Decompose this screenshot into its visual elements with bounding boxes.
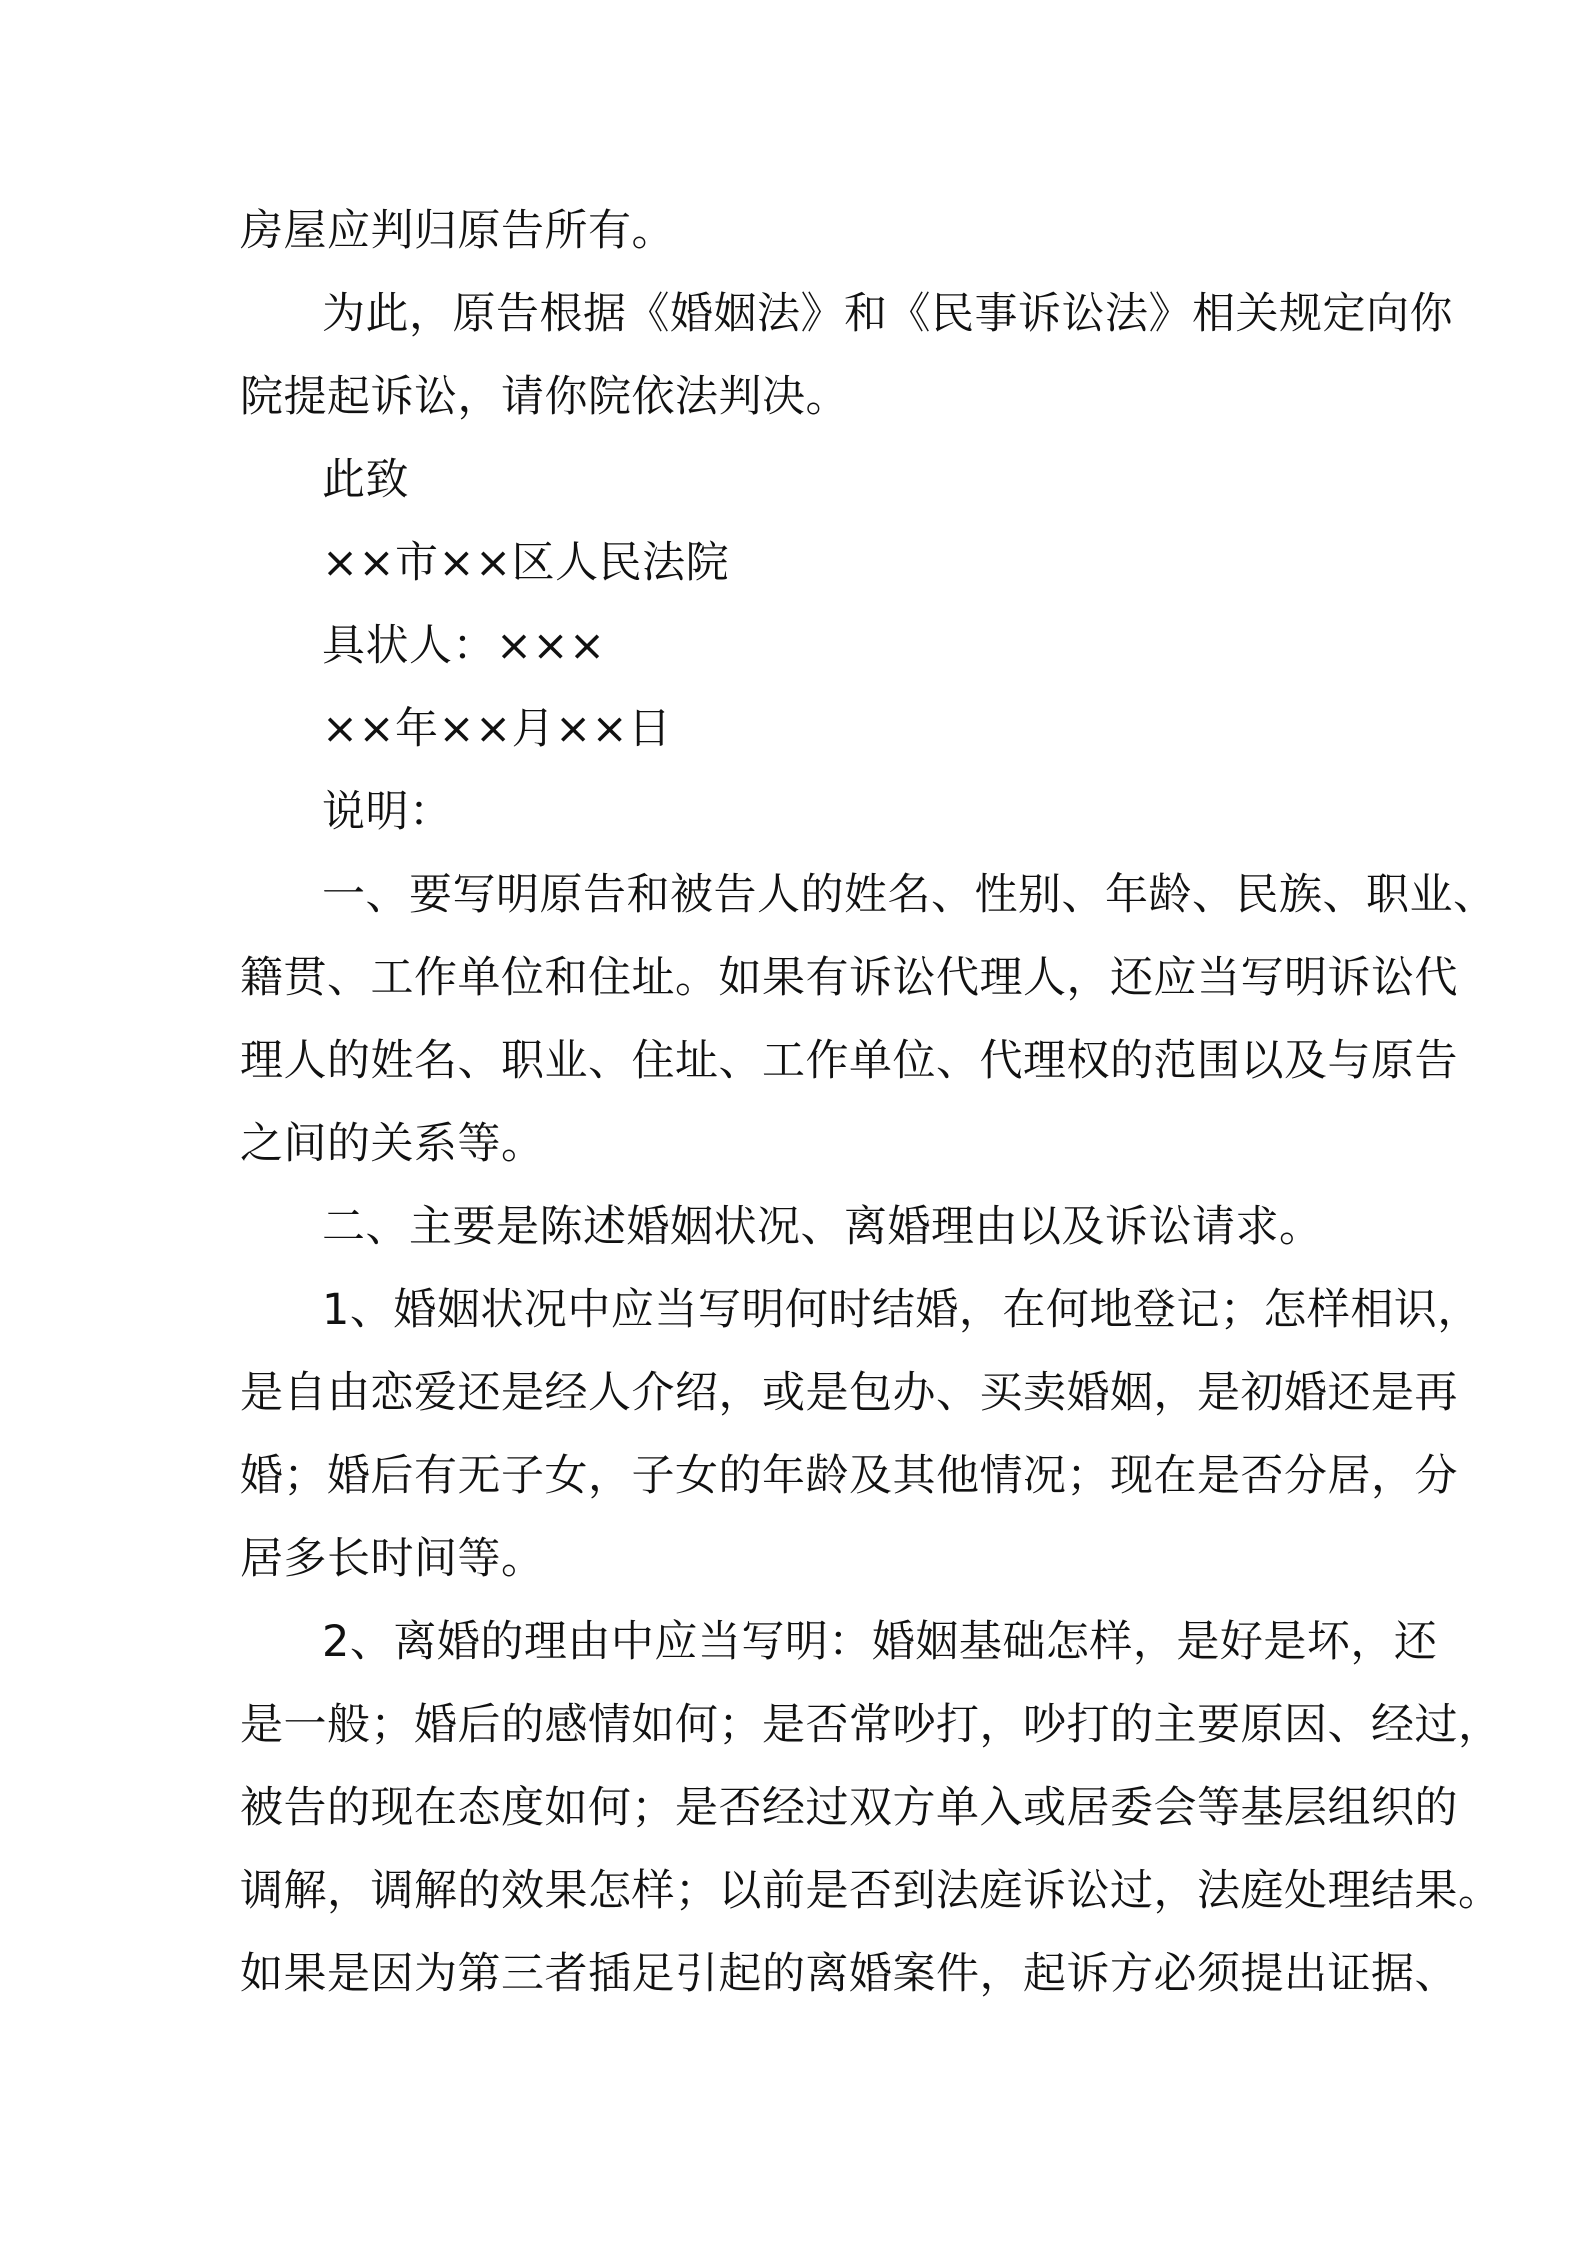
text-line: 1、婚姻状况中应当写明何时结婚，在何地登记；怎样相识， [322, 1285, 1481, 1335]
text-line: 为此，原告根据《婚姻法》和《民事诉讼法》相关规定向你 [322, 289, 1453, 339]
text-line: 之间的关系等。 [240, 1119, 545, 1169]
text-line: 理人的姓名、职业、住址、工作单位、代理权的范围以及与原告 [240, 1036, 1458, 1086]
text-line: 是自由恋爱还是经人介绍，或是包办、买卖婚姻，是初婚还是再 [240, 1368, 1458, 1418]
text-line: 调解，调解的效果怎样；以前是否到法庭诉讼过，法庭处理结果。 [240, 1866, 1502, 1916]
text-line: 婚；婚后有无子女，子女的年龄及其他情况；现在是否分居，分 [240, 1451, 1458, 1501]
notes-heading: 说明： [322, 787, 453, 837]
text-line: 二、主要是陈述婚姻状况、离婚理由以及诉讼请求。 [322, 1202, 1323, 1252]
text-line: 籍贯、工作单位和住址。如果有诉讼代理人，还应当写明诉讼代 [240, 953, 1458, 1003]
text-line: 居多长时间等。 [240, 1534, 545, 1584]
text-line: 一、要写明原告和被告人的姓名、性别、年龄、民族、职业、 [322, 870, 1497, 920]
text-line: 2、离婚的理由中应当写明：婚姻基础怎样，是好是坏，还 [322, 1617, 1438, 1667]
text-line: 是一般；婚后的感情如何；是否常吵打，吵打的主要原因、经过， [240, 1700, 1502, 1750]
court-name: ××市××区人民法院 [322, 538, 730, 588]
text-line: 被告的现在态度如何；是否经过双方单入或居委会等基层组织的 [240, 1783, 1458, 1833]
document-date: ××年××月××日 [322, 704, 672, 754]
document-body [240, 190, 1502, 2016]
salutation: 此致 [322, 455, 409, 505]
text-line: 如果是因为第三者插足引起的离婚案件，起诉方必须提出证据、 [240, 1949, 1458, 1999]
plaintiff-signature: 具状人：××× [322, 621, 606, 671]
text-line: 房屋应判归原告所有。 [240, 206, 675, 256]
text-line: 院提起诉讼，请你院依法判决。 [240, 372, 849, 422]
